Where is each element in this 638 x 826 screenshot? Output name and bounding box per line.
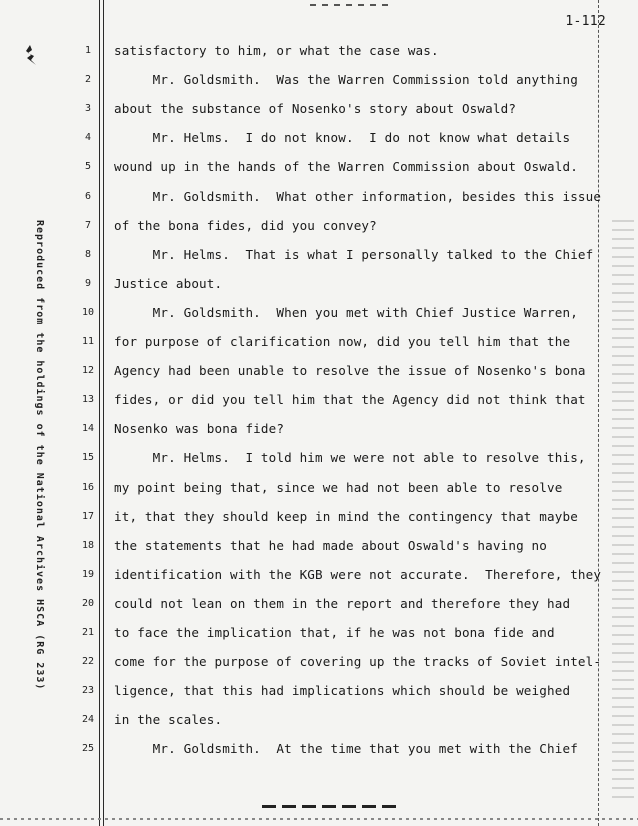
transcript-line: Justice about.	[114, 275, 223, 291]
transcript-line: could not lean on them in the report and therefore they had	[114, 595, 571, 611]
line-number: 25	[81, 743, 95, 755]
transcript-line: Mr. Helms. I do not know. I do not know what details	[114, 130, 571, 146]
line-number: 6	[84, 190, 92, 202]
page-number: 1-112	[565, 14, 606, 29]
transcript-line: Mr. Goldsmith. When you met with Chief Justice Warren,	[114, 304, 578, 320]
transcript-line: Mr. Goldsmith. What other information, besides this issue	[114, 188, 602, 204]
line-number: 10	[81, 306, 95, 318]
line-number: 7	[84, 219, 92, 231]
transcript-line: it, that they should keep in mind the contingency that maybe	[114, 508, 578, 524]
transcript-line: Mr. Helms. I told him we were not able to resolve this,	[114, 450, 586, 466]
line-number: 13	[81, 394, 95, 406]
line-number: 9	[84, 277, 92, 289]
line-number: 18	[81, 539, 95, 551]
transcript-line: Mr. Helms. That is what I personally talked to the Chief	[114, 246, 594, 262]
transcript-line: in the scales.	[114, 712, 223, 728]
line-number: 8	[84, 248, 92, 260]
line-number: 15	[81, 452, 95, 464]
transcript-line: Nosenko was bona fide?	[114, 421, 285, 437]
line-number: 4	[84, 132, 92, 144]
transcript-line: fides, or did you tell him that the Agency did not think that	[114, 392, 586, 408]
transcript-line: satisfactory to him, or what the case was.	[114, 43, 439, 58]
transcript-line: Mr. Goldsmith. At the time that you met with the Chief	[114, 741, 578, 757]
transcript-line: come for the purpose of covering up the tracks of Soviet intel-	[114, 654, 602, 670]
footer-scan-mark	[262, 805, 402, 808]
line-number: 5	[84, 161, 92, 173]
line-number: 16	[81, 481, 95, 493]
line-number: 11	[81, 336, 95, 347]
transcript-line: Agency had been unable to resolve the issue of Nosenko's bona	[114, 363, 586, 379]
line-number: 24	[81, 714, 95, 726]
line-number: 17	[81, 510, 95, 522]
transcript-line: about the substance of Nosenko's story about Oswald?	[114, 101, 517, 117]
top-scan-mark	[310, 4, 390, 6]
transcript-line: for purpose of clarification now, did you tell him that the	[114, 334, 571, 349]
transcript-line: Mr. Goldsmith. Was the Warren Commission told anything	[114, 72, 578, 88]
transcript-line: ligence, that this had implications which should be weighed	[114, 683, 571, 699]
left-margin-rule-inner	[103, 0, 104, 826]
line-number: 22	[81, 656, 95, 668]
line-number: 14	[81, 423, 95, 435]
transcript-line: wound up in the hands of the Warren Commission about Oswald.	[114, 159, 578, 175]
line-number: 23	[81, 685, 95, 697]
right-margin-rule	[598, 0, 599, 826]
bottom-scan-edge	[0, 818, 638, 820]
archive-stamp: Reproduced from the holdings of the National Archives HSCA (RG 233)	[34, 220, 45, 691]
line-number: 1	[84, 45, 92, 56]
line-number: 20	[81, 597, 95, 609]
transcript-line: identification with the KGB were not accurate. Therefore, they	[114, 566, 602, 582]
line-number: 2	[84, 74, 92, 86]
line-number: 21	[81, 627, 95, 638]
line-number: 19	[81, 568, 95, 580]
left-margin-rule	[99, 0, 100, 826]
transcript-line: of the bona fides, did you convey?	[114, 217, 377, 233]
line-number: 12	[81, 365, 95, 377]
transcript-line: my point being that, since we had not been able to resolve	[114, 479, 563, 495]
scan-smudge-mark	[24, 44, 38, 66]
scan-edge-noise	[612, 220, 634, 800]
transcript-line: to face the implication that, if he was not bona fide and	[114, 625, 555, 640]
line-number: 3	[84, 103, 92, 115]
transcript-line: the statements that he had made about Oswald's having no	[114, 537, 547, 553]
